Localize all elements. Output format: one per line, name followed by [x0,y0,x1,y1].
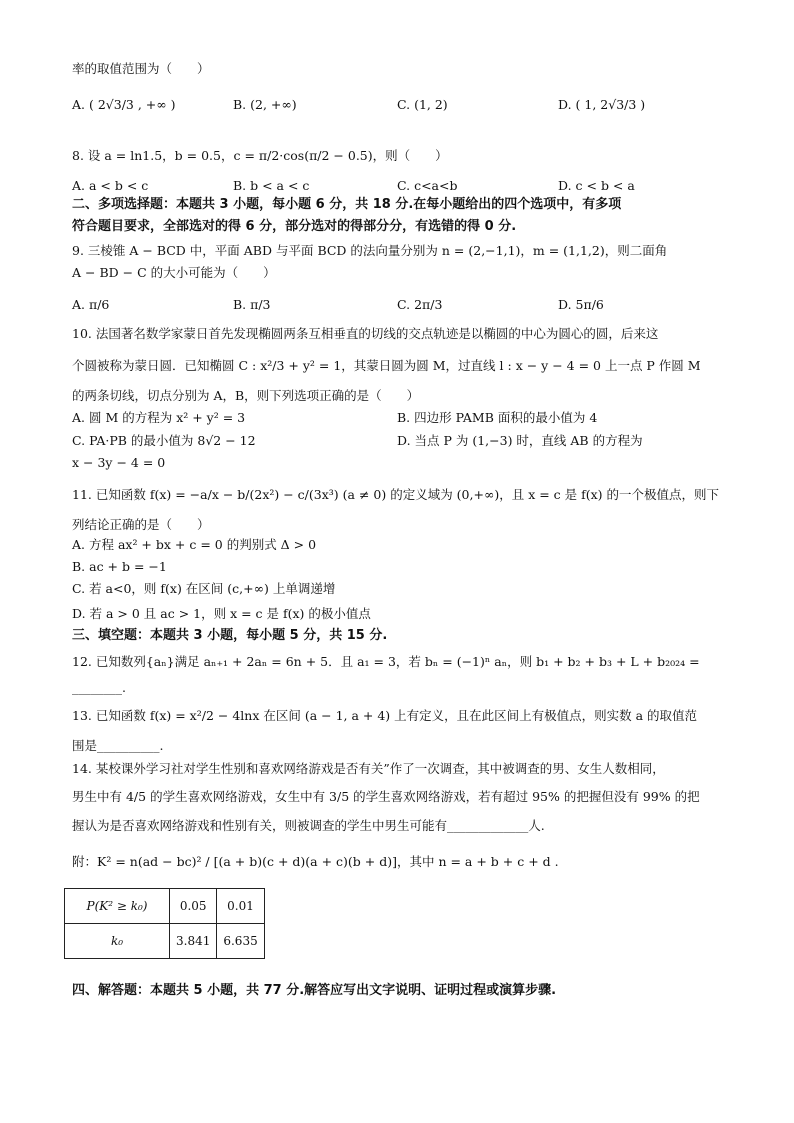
q10-option-c: C. PA·PB 的最小值为 8√2 − 12 [72,433,256,448]
q7-option-a: A. ( 2√3/3 , +∞ ) [72,97,176,112]
q7-stem-tail: 率的取值范围为（ ） [72,61,210,76]
q14-formula: 附：K² = n(ad − bc)² / [(a + b)(c + d)(a + c)(b + d)]，其中 n = a + b + c + d . [72,854,559,869]
q13-stem-line2: 围是__________. [72,738,164,753]
q11-stem-line1: 11. 已知函数 f(x) = −a/x − b/(2x²) − c/(3x³) (a ≠ 0) 的定义域为 (0,+∞)，且 x = c 是 f(x) 的一个极值点，则下 [72,487,720,502]
q10-stem-line1: 10. 法国著名数学家蒙日首先发现椭圆两条互相垂直的切线的交点轨迹是以椭圆的中心为圆心的圆，后来这 [72,326,659,341]
q9-stem-line1: 9. 三棱锥 A − BCD 中，平面 ABD 与平面 BCD 的法向量分别为 n = (2,−1,1)，m = (1,1,2)，则二面角 [72,243,668,258]
q14-stem-line2: 男生中有 4/5 的学生喜欢网络游戏，女生中有 3/5 的学生喜欢网络游戏，若有超过 95% 的把握但没有 99% 的把 [72,789,700,804]
q7-option-d: D. ( 1, 2√3/3 ) [558,97,646,112]
table-cell: 6.635 [217,924,264,959]
table-cell: 0.05 [170,889,217,924]
q8-option-b: B. b < a < c [233,178,310,193]
q11-option-d: D. 若 a > 0 且 ac > 1，则 x = c 是 f(x) 的极小值点 [72,606,371,621]
q7-option-c: C. (1, 2) [397,97,448,112]
q14-stem-line3: 握认为是否喜欢网络游戏和性别有关，则被调查的学生中男生可能有_____________人. [72,818,545,833]
q10-stem-line2: 个圆被称为蒙日圆．已知椭圆 C : x²/3 + y² = 1，其蒙日圆为圆 M，过直线 l : x − y − 4 = 0 上一点 P 作圆 M [72,358,701,373]
table-row [65,889,265,924]
q13-stem-line1: 13. 已知函数 f(x) = x²/2 − 4lnx 在区间 (a − 1, a + 4) 上有定义，且在此区间上有极值点，则实数 a 的取值范 [72,708,698,723]
table-cell: k₀ [65,924,170,959]
q10-option-b: B. 四边形 PAMB 面积的最小值为 4 [397,410,598,425]
q8-option-c: C. c<a<b [397,178,458,193]
table-cell: P(K² ≥ k₀) [65,889,170,924]
table-row [65,924,265,959]
q8-option-d: D. c < b < a [558,178,635,193]
q9-option-d: D. 5π/6 [558,297,604,312]
q8-option-a: A. a < b < c [72,178,149,193]
q10-stem-line3: 的两条切线，切点分别为 A，B，则下列选项正确的是（ ） [72,388,420,403]
section2-heading-line2: 符合题目要求，全部选对的得 6 分，部分选对的得部分分，有选错的得 0 分. [72,219,517,234]
q11-option-b: B. ac + b = −1 [72,559,167,574]
table-cell: 0.01 [217,889,264,924]
q12-stem-line1: 12. 已知数列{aₙ}满足 aₙ₊₁ + 2aₙ = 6n + 5．且 a₁ = 3，若 bₙ = (−1)ⁿ aₙ，则 b₁ + b₂ + b₃ + L + b₂₀₂₄ = [72,654,700,669]
q14-stem-line1: 14. 某校课外学习社对学生性别和喜欢网络游戏是否有关”作了一次调查，其中被调查的男、女生人数相同， [72,761,665,776]
q10-option-a: A. 圆 M 的方程为 x² + y² = 3 [72,410,246,425]
section4-heading: 四、解答题：本题共 5 小题，共 77 分.解答应写出文字说明、证明过程或演算步骤. [72,983,557,998]
section3-heading: 三、填空题：本题共 3 小题，每小题 5 分，共 15 分. [72,628,388,643]
q12-blank: ________. [72,680,126,695]
q9-option-b: B. π/3 [233,297,271,312]
q11-stem-line2: 列结论正确的是（ ） [72,517,210,532]
q10-option-d: D. 当点 P 为 (1,−3) 时，直线 AB 的方程为 [397,433,643,448]
q11-option-c: C. 若 a<0，则 f(x) 在区间 (c,+∞) 上单调递增 [72,581,336,596]
section2-heading-line1: 二、多项选择题：本题共 3 小题，每小题 6 分，共 18 分.在每小题给出的四个选项中，有多项 [72,197,622,212]
q7-option-b: B. (2, +∞) [233,97,297,112]
q9-stem-line2: A − BD − C 的大小可能为（ ） [72,265,276,280]
q8-stem: 8. 设 a = ln1.5，b = 0.5，c = π/2·cos(π/2 − 0.5)，则（ ） [72,148,448,163]
q9-option-a: A. π/6 [72,297,110,312]
table-cell: 3.841 [170,924,217,959]
critical-value-table [64,888,265,959]
q10-option-d-continued: x − 3y − 4 = 0 [72,455,166,470]
q9-option-c: C. 2π/3 [397,297,443,312]
q11-option-a: A. 方程 ax² + bx + c = 0 的判别式 Δ > 0 [72,537,317,552]
